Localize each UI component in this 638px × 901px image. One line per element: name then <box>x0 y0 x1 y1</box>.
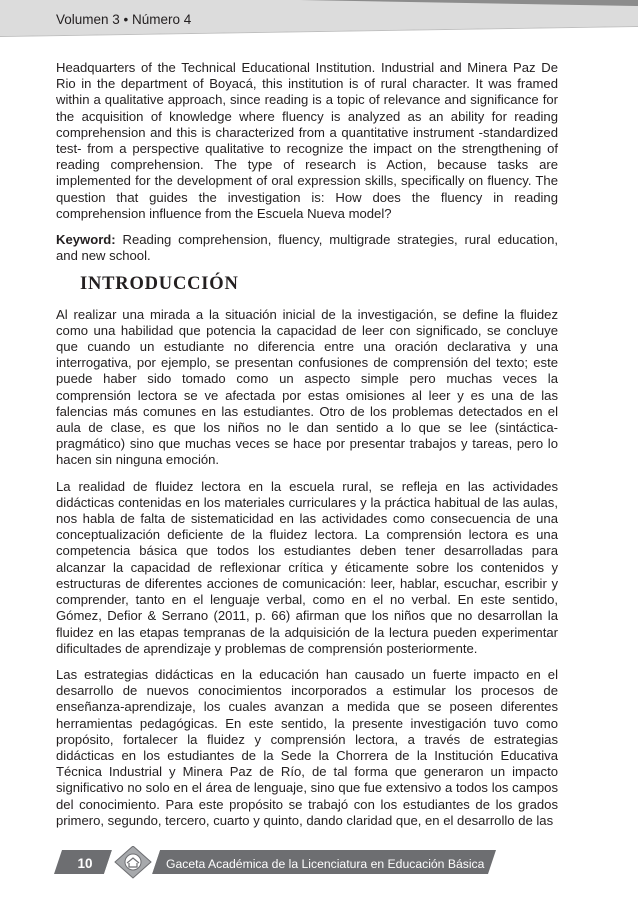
keyword-text: Reading comprehension, fluency, multigrade strategies, rural education, and new school. <box>56 232 558 264</box>
body-paragraph: Las estrategias didácticas en la educación han causado un fuerte impacto en el desarrollo de nuevos conocimientos incorporados a estimular los procesos de enseñanza-aprendizaje, los cuales avanzan a medida que se poseen diferentes herramientas pedagógicas. En este sentido, la presente investigación tuvo como propósito, fortalecer la fluidez y comprensión lectora, a través de estrategias didácticas en los estudiantes de la Sede la Chorrera de la Institución Educativa Técnica Industrial y Minera Paz de Río, de tal forma que generaron un impacto significativo no solo en el área de lenguaje, sino que fue extensivo a todos los campos del conocimiento. Para este propósito se trabajó con los estudiantes de los grados primero, segundo, tercero, cuarto y quinto, dando claridad que, en el desarrollo de las <box>56 666 558 828</box>
abstract-paragraph: Headquarters of the Technical Educational Institution. Industrial and Minera Paz De Rio in the department of Boyacá, this institution is of rural character. It was framed within a qualitative approach, since reading is a topic of relevance and significance for the acquisition of knowledge where fluency is analyzed as an ability for reading comprehension and this is characterized from a quantitative instrument -standardized test- from a perspective qualitative to recognize the impact on the strengthening of reading comprehension. The type of research is Action, because tasks are implemented for the development of oral expression skills, specifically on fluency. The question that guides the investigation is: How does the fluency in reading comprehension influence from the Escuela Nueva model? <box>56 60 558 221</box>
page-content <box>56 60 558 839</box>
section-heading: INTRODUCCIÓN <box>80 274 239 295</box>
keyword-label: Keyword: <box>56 232 116 248</box>
body-paragraph: La realidad de fluidez lectora en la escuela rural, se refleja en las actividades didácticas contenidas en los materiales curriculares y la práctica habitual de las aulas, nos habla de falta de sistematicidad en las actividades como consecuencia de una conceptualización deficiente de la fluidez lectora. La comprensión lectora es una competencia básica que todos los estudiantes deben tener desarrolladas para alcanzar la capacidad de reflexionar crítica y éticamente sobre los contenidos y estructuras de diferentes acciones de comunicación: leer, hablar, escuchar, escribir y comprender, tanto en el lenguaje verbal, como en el no verbal. En este sentido, Gómez, Defior & Serrano (2011, p. 66) afirman que los niños que no desarrollan la fluidez en las etapas tempranas de la adquisición de la lectura pueden experimentar dificultades de aprendizaje y problemas de comprensión posteriormente. <box>56 478 558 656</box>
journal-issue-header: Volumen 3 • Número 4 <box>56 12 192 27</box>
body-paragraph: Al realizar una mirada a la situación inicial de la investigación, se define la fluidez como una habilidad que potencia la capacidad de leer con significado, se concluye que cuando un estudiante no diferencia entre una oración declarativa y una interrogativa, por ejemplo, se presentan confusiones de comprensión del texto; este puede haber sido tomado como un aspecto simple pero muchas veces la comprensión lectora se ve afectada por estas omisiones al leer y es una de las falencias más comunes en las estudiantes. Otro de los problemas detectados en el aula de clase, es que los niños no le dan sentido a lo que se lee (sintáctica-pragmático) sino que muchas veces se hace por presentar trabajos y tareas, pero lo hacen sin ninguna emoción. <box>56 306 558 468</box>
keywords-paragraph <box>56 232 558 264</box>
footer-publication-title: Gaceta Académica de la Licenciatura en Educación Básica <box>166 857 485 871</box>
page-number: 10 <box>77 856 93 871</box>
